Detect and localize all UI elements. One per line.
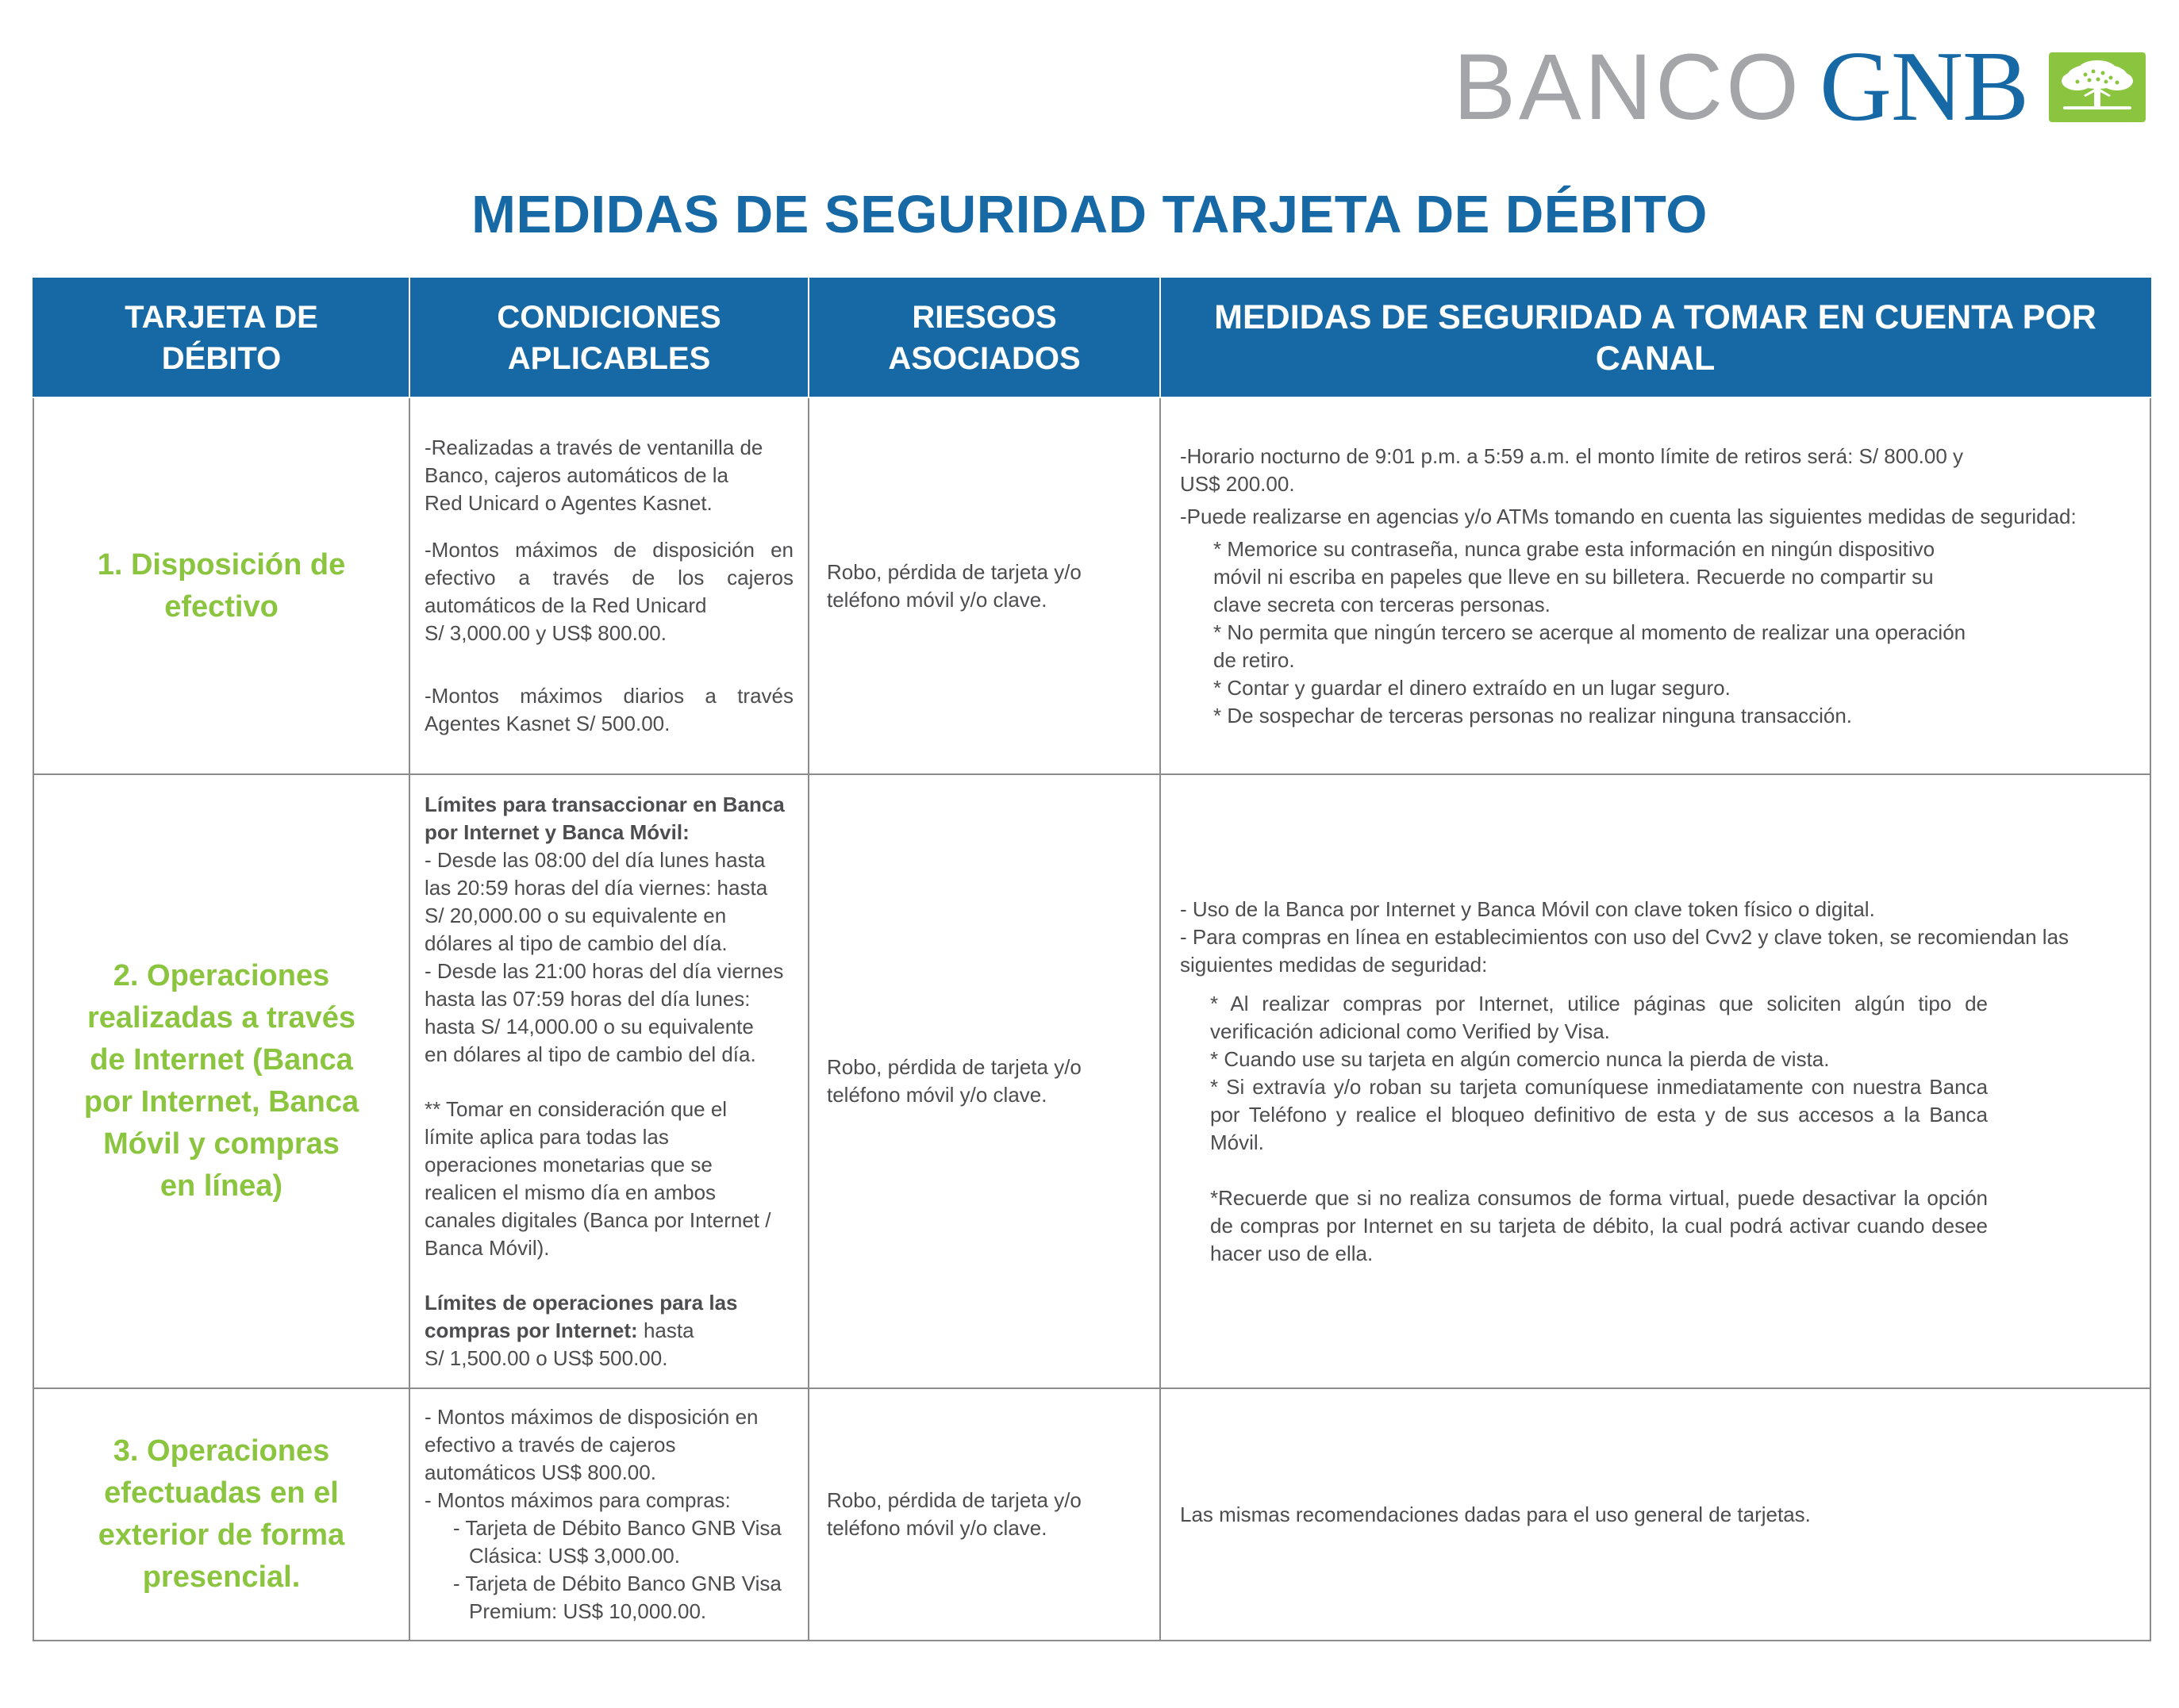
page-title: MEDIDAS DE SEGURIDAD TARJETA DE DÉBITO (471, 185, 1708, 244)
measures-cell: Las mismas recomendaciones dadas para el uso general de tarjetas. (1160, 1388, 2150, 1641)
table-row (33, 1388, 2150, 1641)
tree-icon (2049, 52, 2146, 122)
conditions-cell (409, 774, 809, 1388)
conditions-cell (409, 397, 809, 774)
logo-text-gnb: GNB (1819, 32, 2028, 142)
measures-cell: -Horario nocturno de 9:01 p.m. a 5:59 a.m. el monto límite de retiros será: S/ 800.00 y US$ 200.00. -Puede realizarse en agencias y/o ATMs tomando en cuenta las siguientes medidas de seguridad: * Memorice su contraseña, nunca grabe esta información en ningún dispositivo móvil ni escriba en papeles que lleve en su billetera. Recuerde no compartir su clave secreta con terceras personas. * No permita que ningún tercero se acerque al momento de realizar una operación de retiro. * Contar y guardar el dinero extraído en un lugar seguro. * De sospechar de terceras personas no realizar ninguna transacción. (1160, 397, 2150, 774)
security-measures-table (33, 278, 2151, 1641)
header-tarjeta-debito: TARJETA DE DÉBITO (33, 278, 409, 397)
condition-note: ** Tomar en consideración que el límite aplica para todas las operaciones monetarias que se realicen el mismo día en ambos canales digitales (Banca por Internet / Banca Móvil). (425, 1096, 771, 1260)
condition-paragraph: Límites para transaccionar en Banca por Internet y Banca Móvil: - Desde las 08:00 del día lunes hasta las 20:59 horas del día viernes: hasta S/ 20,000.00 o su equivalente en dólares al tipo de cambio del día. - Desde las 21:00 horas del día viernes hasta las 07:59 horas del día lunes: hasta S/ 14,000.00 o su equivalente en dólares al tipo de cambio del día. (425, 792, 785, 1066)
risk-cell: Robo, pérdida de tarjeta y/o teléfono móvil y/o clave. (809, 397, 1160, 774)
conditions-cell: - Montos máximos de disposición en efectivo a través de cajeros automáticos US$ 800.00. - Montos máximos para compras: - Tarjeta de Débito Banco GNB Visa Clásica: US$ 3,000.00. - Tarjeta de Débito Banco GNB Visa Premium: US$ 10,000.00. (409, 1388, 809, 1641)
measures-bullets: * Al realizar compras por Internet, utilice páginas que soliciten algún tipo de verificación adicional como Verified by Visa. * Cuando use su tarjeta en algún comercio nunca la pierda de vista. * Si extravía y/o roban su tarjeta comuníquese inmediatamente con nuestra Banca por Teléfono y realice el bloqueo definitivo de esta y de sus accesos a la Banca Móvil. *Recuerde que si no realiza consumos de forma virtual, puede desactivar la opción de compras por Internet en su tarjeta de débito, la cual podrá activar cuando desee hacer uso de ella. (1180, 990, 2131, 1268)
bank-logo (1453, 32, 2146, 142)
logo-text-banco: BANCO (1453, 35, 1802, 140)
condition-paragraph: -Montos máximos de disposición en efectivo a través de los cajeros automáticos de la Red Unicard S/ 3,000.00 y US$ 800.00. (425, 538, 794, 645)
header-condiciones: CONDICIONES APLICABLES (409, 278, 809, 397)
row-label: 2. Operaciones realizadas a través de Internet (Banca por Internet, Banca Móvil y compras en línea) (33, 774, 409, 1388)
row-label: 1. Disposición de efectivo (33, 397, 409, 774)
header-medidas: MEDIDAS DE SEGURIDAD A TOMAR EN CUENTA POR CANAL (1160, 278, 2150, 397)
condition-paragraph: -Realizadas a través de ventanilla de Banco, cajeros automáticos de la Red Unicard o Agentes Kasnet. (425, 436, 763, 515)
measures-bullets: * Memorice su contraseña, nunca grabe esta información en ningún dispositivo móvil ni escriba en papeles que lleve en su billetera. Recuerde no compartir su clave secreta con terceras personas. * No permita que ningún tercero se acerque al momento de realizar una operación de retiro. * Contar y guardar el dinero extraído en un lugar seguro. * De sospechar de terceras personas no realizar ninguna transacción. (1213, 536, 1966, 727)
condition-paragraph: -Montos máximos diarios a través Agentes Kasnet S/ 500.00. (425, 684, 794, 735)
header-riesgos: RIESGOS ASOCIADOS (809, 278, 1160, 397)
measures-note: *Recuerde que si no realiza consumos de forma virtual, puede desactivar la opción de compras por Internet en su tarjeta de débito, la cual podrá activar cuando desee hacer uso de ella. (1210, 1185, 1988, 1265)
table-header-row (33, 278, 2150, 397)
table-row (33, 397, 2150, 774)
row-label: 3. Operaciones efectuadas en el exterior de forma presencial. (33, 1388, 409, 1641)
risk-cell: Robo, pérdida de tarjeta y/o teléfono móvil y/o clave. (809, 774, 1160, 1388)
table-row (33, 774, 2150, 1388)
risk-cell: Robo, pérdida de tarjeta y/o teléfono móvil y/o clave. (809, 1388, 1160, 1641)
measures-cell: - Uso de la Banca por Internet y Banca Móvil con clave token físico o digital. - Para compras en línea en establecimientos con uso del Cvv2 y clave token, se recomiendan las siguientes medidas de seguridad: * Al realizar compras por Internet, utilice páginas que soliciten algún tipo de verificación adicional como Verified by Visa. * Cuando use su tarjeta en algún comercio nunca la pierda de vista. * Si extravía y/o roban su tarjeta comuníquese inmediatamente con nuestra Banca por Teléfono y realice el bloqueo definitivo de esta y de sus accesos a la Banca Móvil. *Recuerde que si no realiza consumos de forma virtual, puede desactivar la opción de compras por Internet en su tarjeta de débito, la cual podrá activar cuando desee hacer uso de ella. (1160, 774, 2150, 1388)
condition-paragraph: Límites de operaciones para las compras por Internet: hasta S/ 1,500.00 o US$ 500.00. (425, 1290, 738, 1370)
